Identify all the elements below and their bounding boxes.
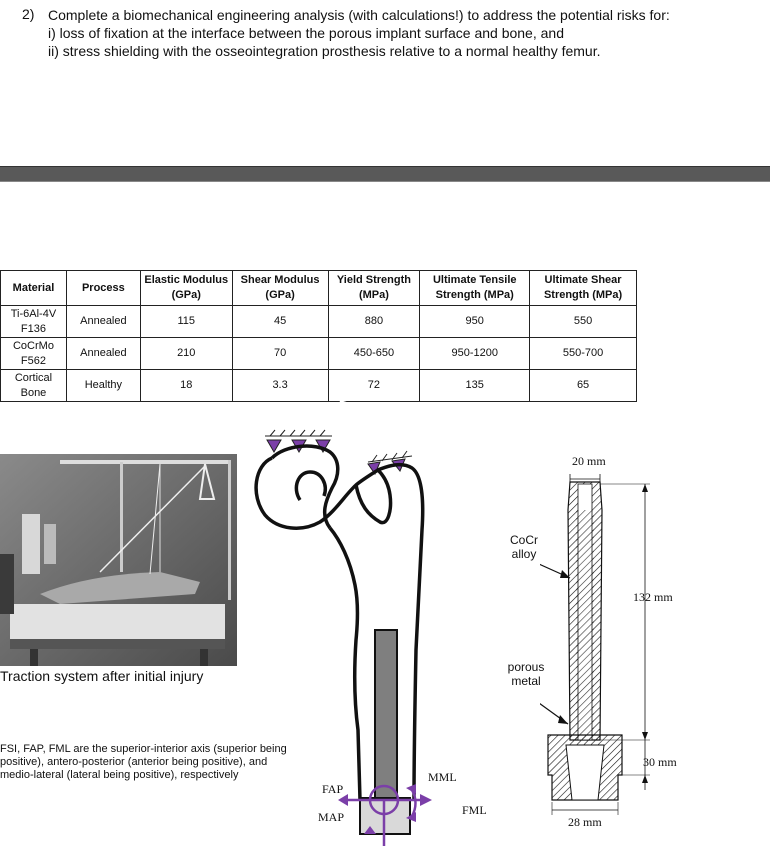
cell-material: Cortical Bone bbox=[1, 370, 67, 402]
header-uss: Ultimate Shear Strength (MPa) bbox=[530, 271, 637, 306]
cell-uts: 135 bbox=[420, 370, 530, 402]
table-row bbox=[1, 338, 637, 370]
cell-uss: 550 bbox=[530, 306, 637, 338]
cell-process: Healthy bbox=[66, 370, 140, 402]
header-elastic-modulus: Elastic Modulus (GPa) bbox=[140, 271, 232, 306]
dim-base-width: 28 mm bbox=[568, 815, 602, 829]
femur-diagram bbox=[240, 400, 540, 846]
cell-process: Annealed bbox=[66, 306, 140, 338]
header-process: Process bbox=[66, 271, 140, 306]
callout-porous-metal: porous metal bbox=[507, 660, 545, 688]
header-yield-strength: Yield Strength (MPa) bbox=[328, 271, 420, 306]
cell-yield-strength: 880 bbox=[328, 306, 420, 338]
section-divider-bar bbox=[0, 166, 770, 182]
question-line-3: ii) stress shielding with the osseointegration prosthesis relative to a normal healthy femur. bbox=[48, 43, 601, 59]
label-map: MAP bbox=[318, 810, 345, 824]
question-line-1: Complete a biomechanical engineering analysis (with calculations!) to address the potential risks for: bbox=[48, 7, 670, 23]
cell-elastic-modulus: 18 bbox=[140, 370, 232, 402]
label-fap: FAP bbox=[322, 782, 344, 796]
dim-top-width: 20 mm bbox=[572, 454, 606, 468]
table-row bbox=[1, 370, 637, 402]
traction-photo bbox=[0, 454, 237, 666]
cell-material: Ti-6Al-4V F136 bbox=[1, 306, 67, 338]
implant-stem bbox=[375, 630, 397, 800]
cell-uts: 950-1200 bbox=[420, 338, 530, 370]
header-material: Material bbox=[1, 271, 67, 306]
cell-uss: 65 bbox=[530, 370, 637, 402]
cell-elastic-modulus: 115 bbox=[140, 306, 232, 338]
cell-shear-modulus: 45 bbox=[232, 306, 328, 338]
table-header-row bbox=[1, 271, 637, 306]
traction-caption: Traction system after initial injury bbox=[0, 668, 204, 684]
material-properties-table bbox=[0, 270, 637, 402]
dim-length: 132 mm bbox=[633, 590, 673, 604]
question-number: 2) bbox=[22, 6, 35, 22]
cell-yield-strength: 72 bbox=[328, 370, 420, 402]
cell-shear-modulus: 3.3 bbox=[232, 370, 328, 402]
cell-elastic-modulus: 210 bbox=[140, 338, 232, 370]
label-mml: MML bbox=[428, 770, 457, 784]
header-uts: Ultimate Tensile Strength (MPa) bbox=[420, 271, 530, 306]
cell-uts: 950 bbox=[420, 306, 530, 338]
table-row bbox=[1, 306, 637, 338]
cell-uss: 550-700 bbox=[530, 338, 637, 370]
axes-note: FSI, FAP, FML are the superior-interior axis (superior being positive), antero-posterior (anterior being positive), and medio-lateral (lateral being positive), respectively bbox=[0, 743, 287, 781]
cell-process: Annealed bbox=[66, 338, 140, 370]
cell-shear-modulus: 70 bbox=[232, 338, 328, 370]
cell-yield-strength: 450-650 bbox=[328, 338, 420, 370]
cell-material: CoCrMo F562 bbox=[1, 338, 67, 370]
dim-base-height: 30 mm bbox=[643, 755, 677, 769]
label-fml: FML bbox=[462, 803, 487, 817]
callout-cocr-alloy: CoCr alloy bbox=[509, 533, 538, 561]
question-line-2: i) loss of fixation at the interface between the porous implant surface and bone, and bbox=[48, 25, 564, 41]
header-shear-modulus: Shear Modulus (GPa) bbox=[232, 271, 328, 306]
